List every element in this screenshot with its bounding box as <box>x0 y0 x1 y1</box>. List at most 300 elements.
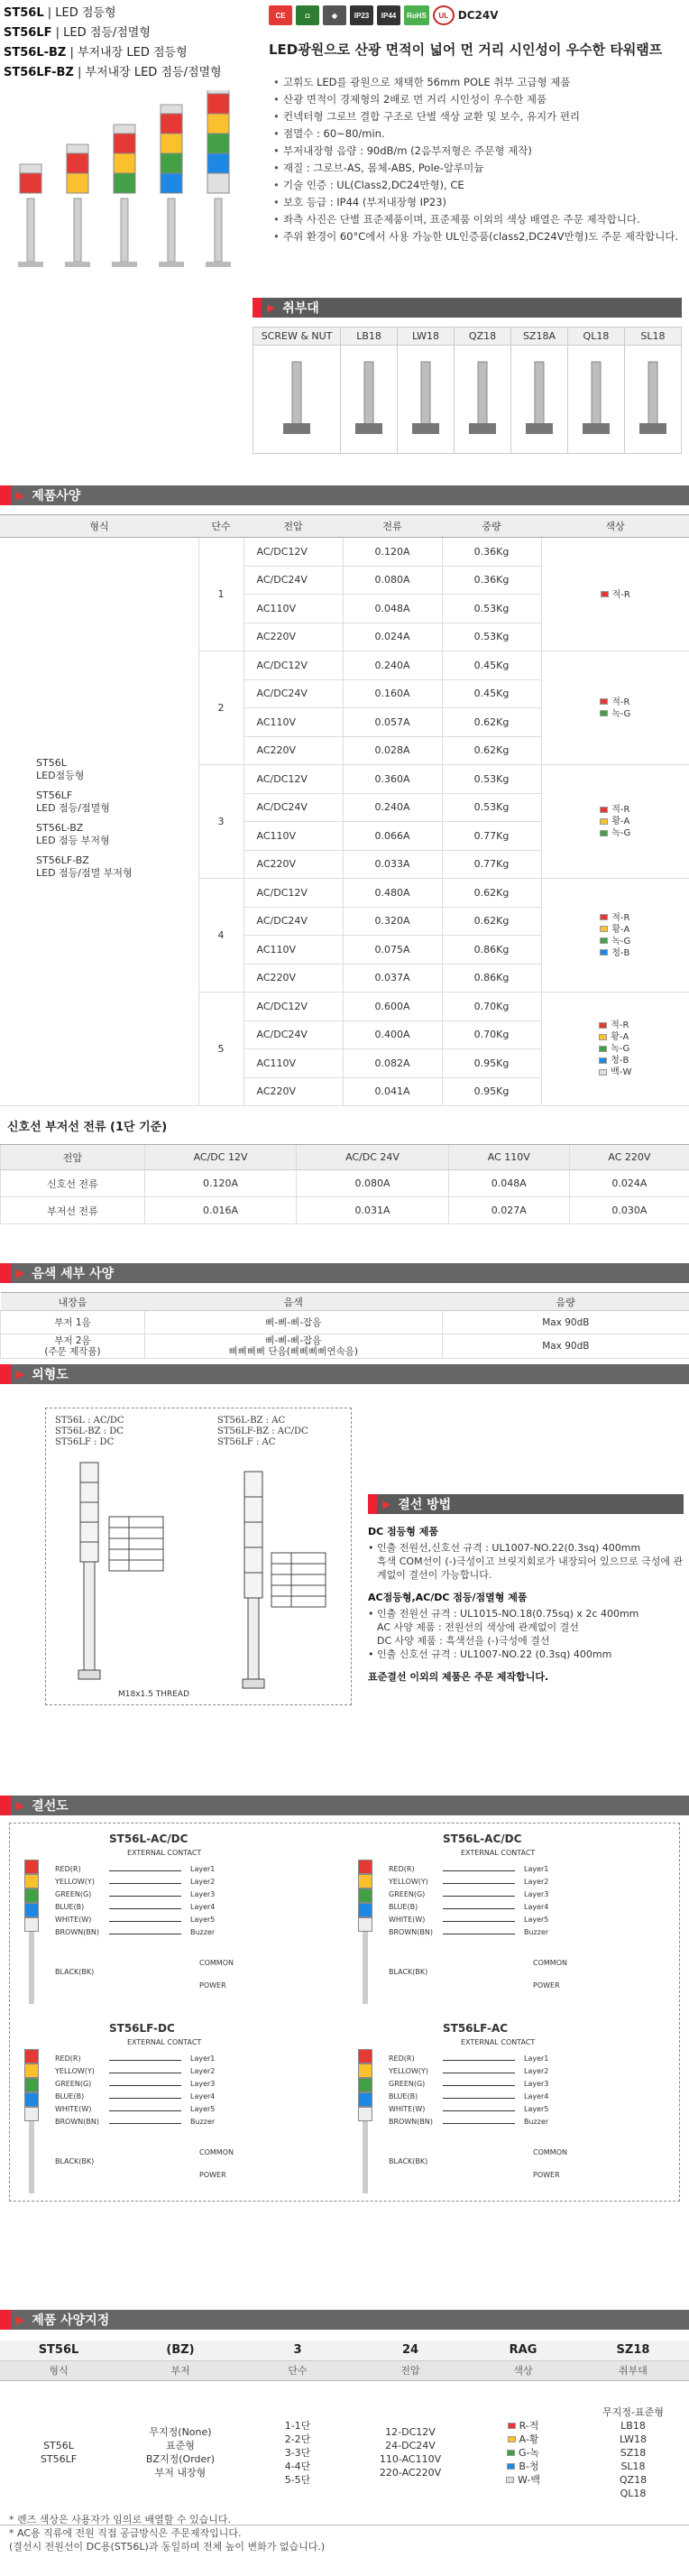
exit-icon: ◘ <box>296 5 319 25</box>
color-item: 적-R <box>601 589 630 601</box>
weight-cell: 0.36Kg <box>442 538 541 567</box>
lamp-segment <box>358 2049 372 2064</box>
wire-label: GREEN(G) <box>389 2080 426 2088</box>
color-item: 녹-G <box>599 1043 631 1055</box>
wire-label: WHITE(W) <box>389 2105 426 2113</box>
wire-label: RED(R) <box>389 2054 415 2063</box>
sound-header-cell: 음색 <box>144 1293 442 1311</box>
lamp-segment <box>358 2078 372 2092</box>
external-contact-label: EXTERNAL CONTACT <box>127 2038 202 2046</box>
note-line: (결선시 전원선이 DC용(ST56L)과 동일하며 전체 높이 변화가 없습니다.) <box>9 2541 326 2553</box>
cert-badges <box>269 5 499 25</box>
voltage-cell: AC/DC12V <box>243 765 343 794</box>
wiring-header <box>368 1494 684 1514</box>
tower-lamp <box>18 164 43 267</box>
feature-item: • 주위 환경이 60°C에서 사용 가능한 UL인증품(class2,DC24V만형)도 주문 제작합니다. <box>283 228 684 245</box>
power-label: POWER <box>533 1981 560 1990</box>
model-row: ST56L | LED 점등형 <box>4 6 116 20</box>
lamp-segment <box>358 1874 372 1888</box>
current-cell: 0.033A <box>343 850 442 879</box>
weight-cell: 0.53Kg <box>442 595 541 623</box>
wiring-text <box>368 1525 684 1684</box>
current-cell: 0.066A <box>343 822 442 851</box>
sound-row <box>1 1311 689 1334</box>
diagram-panel <box>19 1833 335 2008</box>
current-value: 0.048A <box>448 1170 569 1197</box>
model-desc: LED 점등형 <box>55 6 116 20</box>
spec-model-desc: LED점등형 <box>36 769 85 781</box>
dim-model-label: ST56LF-BZ : AC/DC <box>217 1426 308 1436</box>
arrow-icon: ▶ <box>16 489 25 502</box>
dim-model-label: ST56LF : AC <box>217 1437 276 1447</box>
black-wire-label: BLACK(BK) <box>389 1968 428 1976</box>
voltage-cell: AC110V <box>243 708 343 737</box>
sound-row <box>1 1334 689 1359</box>
accessory-label: LB18 <box>341 328 398 346</box>
order-code: RAG <box>469 2341 577 2360</box>
order-tier-options: 1-1단 2-2단 3-3단 4-4단 5-5단 <box>243 2380 352 2525</box>
current-cell: 0.057A <box>343 708 442 737</box>
ac-line-2: AC 사양 제품 : 전원선의 색상에 관계없이 결선 <box>377 1621 579 1633</box>
ac-line-4: • 인출 신호선 규격 : UL1007-NO.22 (0.3sq) 400mm <box>368 1648 612 1660</box>
accessory-label: QZ18 <box>455 328 511 346</box>
color-swatch <box>599 1034 607 1040</box>
spec-header: 중량 <box>442 515 541 538</box>
dimension-svg <box>46 1445 351 1704</box>
sound-table <box>0 1292 689 1359</box>
ordering-title: 제품 사양지정 <box>32 2313 110 2328</box>
color-swatch <box>600 830 608 836</box>
current-cell: 0.082A <box>343 1049 442 1078</box>
wire-label: YELLOW(Y) <box>55 2067 95 2075</box>
weight-cell: 0.95Kg <box>442 1077 541 1106</box>
spec-row <box>0 538 689 567</box>
feature-item: • 점멸수 : 60~80/min. <box>283 125 684 143</box>
order-label: 형식 <box>0 2360 117 2380</box>
tier-cell: 3 <box>198 765 243 879</box>
accessory-label: SL18 <box>624 328 681 346</box>
lamp-segment <box>358 2064 372 2078</box>
layer-label: Layer4 <box>190 2092 216 2101</box>
sound-title: 음색 세부 사양 <box>32 1267 115 1281</box>
common-label: COMMON <box>533 1959 567 1967</box>
wire-label: WHITE(W) <box>55 2105 92 2113</box>
wire-label: YELLOW(Y) <box>55 1878 95 1886</box>
wire-label: BLUE(B) <box>389 1903 418 1911</box>
power-label: POWER <box>199 2171 226 2179</box>
ip23-badge: IP23 <box>350 5 373 25</box>
weight-cell: 0.70Kg <box>442 993 541 1021</box>
layer-label: Buzzer <box>524 2118 549 2126</box>
arrow-icon: ▶ <box>382 1498 391 1510</box>
sound-value: 삐-삐-삐-잡음 <box>144 1311 442 1334</box>
model-code: ST56LF-BZ <box>4 66 74 79</box>
color-swatch <box>506 2477 514 2483</box>
wire-label: BROWN(BN) <box>389 1928 433 1936</box>
current-cell: 0.041A <box>343 1077 442 1106</box>
lamp-segment <box>358 1860 372 1874</box>
left-model-labels <box>55 1416 124 1448</box>
voltage-cell: AC110V <box>243 595 343 623</box>
tier-cell: 1 <box>198 538 243 651</box>
color-item: 적-R <box>600 697 630 708</box>
color-item: 녹-G <box>600 936 630 947</box>
external-contact-label: EXTERNAL CONTACT <box>127 1849 202 1857</box>
ip44-badge: IP44 <box>377 5 400 25</box>
accessory-label: SZ18A <box>511 328 568 346</box>
feature-list <box>269 74 684 245</box>
sound-value: Max 90dB <box>442 1311 689 1334</box>
current-row <box>1 1197 689 1224</box>
black-wire-label: BLACK(BK) <box>55 2157 95 2165</box>
sound-header <box>0 1263 689 1283</box>
spec-header: 전류 <box>343 515 442 538</box>
black-wire-label: BLACK(BK) <box>389 2157 428 2165</box>
current-cell: 0.480A <box>343 879 442 908</box>
accessory-label: QL18 <box>567 328 624 346</box>
layer-label: Layer4 <box>524 2092 549 2101</box>
dimensions-title: 외형도 <box>32 1368 69 1382</box>
order-color-options: R-적 A-황 G-녹 B-청 W-백 <box>469 2380 577 2525</box>
arrow-icon: ▶ <box>16 1799 25 1812</box>
model-row: ST56LF-BZ | 부저내장 LED 점등/점멸형 <box>4 66 222 79</box>
spec-header: 형식 <box>0 515 198 538</box>
current-header: AC 220V <box>569 1145 689 1170</box>
feature-item: • 산광 면적이 경제형의 2배로 먼 거리 시인성이 우수한 제품 <box>283 91 684 108</box>
wire-label: RED(R) <box>55 2054 81 2063</box>
weight-cell: 0.62Kg <box>442 736 541 765</box>
color-swatch <box>600 937 608 944</box>
voltage-cell: AC110V <box>243 1049 343 1078</box>
dimension-drawing <box>45 1408 352 1705</box>
panel-title: ST56L-AC/DC <box>109 1833 188 1845</box>
layer-label: Layer2 <box>190 2067 216 2075</box>
panel-title: ST56L-AC/DC <box>443 1833 522 1845</box>
current-cell: 0.360A <box>343 765 442 794</box>
tier-cell: 4 <box>198 879 243 993</box>
current-header: AC/DC 24V <box>297 1145 448 1170</box>
weight-cell: 0.62Kg <box>442 708 541 737</box>
layer-label: Buzzer <box>190 1928 216 1936</box>
tower-lamp <box>159 105 184 267</box>
lamp-segment <box>24 2049 39 2064</box>
voltage-cell: AC/DC12V <box>243 993 343 1021</box>
voltage-cell: AC/DC24V <box>243 566 343 595</box>
color-swatch <box>600 807 608 813</box>
feature-item: • 부저내장형 음량 : 90dB/m (2음부저형은 주문형 제작) <box>283 143 684 160</box>
wire-label: BLUE(B) <box>389 2092 418 2101</box>
spec-model-desc: LED 점등/점멸 부저형 <box>36 866 133 879</box>
arrow-icon: ▶ <box>16 2313 25 2326</box>
layer-label: Buzzer <box>190 2118 216 2126</box>
weight-cell: 0.86Kg <box>442 936 541 965</box>
sound-value: 삐-삐-삐-잡음 삐삐삐삐 단음(삐삐삐삐연속음) <box>144 1334 442 1359</box>
model-row: ST56LF | LED 점등/점멸형 <box>4 26 151 40</box>
signal-current-title: 신호선 부저선 전류 (1단 기준) <box>7 1121 168 1134</box>
color-swatch <box>600 698 608 705</box>
spec-model-code: ST56L-BZ <box>36 821 84 834</box>
product-spec-title: 제품사양 <box>32 489 81 503</box>
note-line: * 렌즈 색상은 사용자가 임의로 배열할 수 있습니다. <box>9 2514 231 2525</box>
current-value: 0.080A <box>297 1170 448 1197</box>
layer-label: Layer5 <box>190 1916 216 1924</box>
layer-label: Layer1 <box>190 2054 216 2063</box>
layer-label: Layer4 <box>524 1903 549 1911</box>
current-value: 0.120A <box>144 1170 296 1197</box>
wire-label: BROWN(BN) <box>55 1928 99 1936</box>
thread-label: M18x1.5 THREAD <box>118 1690 190 1699</box>
color-cell <box>541 879 689 993</box>
weight-cell: 0.53Kg <box>442 793 541 822</box>
weight-cell: 0.45Kg <box>442 651 541 680</box>
current-cell: 0.024A <box>343 623 442 651</box>
lamp-segment <box>24 2064 39 2078</box>
arrow-icon: ▶ <box>16 1368 25 1380</box>
voltage-cell: AC110V <box>243 936 343 965</box>
layer-label: Layer2 <box>524 2067 549 2075</box>
spec-model-desc: LED 점등 부저형 <box>36 834 110 846</box>
color-item: 청-B <box>599 1055 631 1066</box>
model-list <box>4 4 222 83</box>
voltage-cell: AC220V <box>243 850 343 879</box>
signal-current-table <box>0 1144 689 1224</box>
lamp-segment <box>24 1917 39 1932</box>
voltage-cell: AC220V <box>243 736 343 765</box>
current-header: AC 110V <box>448 1145 569 1170</box>
accessory-label: SCREW & NUT <box>253 328 341 346</box>
wire-label: WHITE(W) <box>55 1916 92 1924</box>
external-contact-label: EXTERNAL CONTACT <box>461 1849 536 1857</box>
current-value: 0.016A <box>144 1197 296 1224</box>
dc-line-2: 흑색 COM선이 (-)극성이고 브릿지회로가 내장되어 있으므로 극성에 관계없이 결선이 가능합니다. <box>377 1556 684 1581</box>
voltage-cell: AC/DC24V <box>243 1020 343 1049</box>
external-contact-label: EXTERNAL CONTACT <box>461 2038 536 2046</box>
color-swatch <box>507 2463 515 2470</box>
color-cell <box>541 651 689 765</box>
color-swatch <box>600 818 608 825</box>
diagram-panel <box>353 2022 668 2198</box>
accessory-image <box>341 346 398 454</box>
current-value: 0.024A <box>569 1170 689 1197</box>
color-item: 적-R <box>599 1020 631 1031</box>
power-label: POWER <box>199 1981 226 1990</box>
accessories-title: 취부대 <box>282 301 319 316</box>
color-swatch <box>508 2423 516 2429</box>
wire-label: RED(R) <box>55 1865 81 1873</box>
lamp-segment <box>358 1888 372 1903</box>
feature-item: • 보호 등급 : IP44 (부저내장형 IP23) <box>283 194 684 211</box>
order-label: 단수 <box>243 2360 352 2380</box>
tier-cell: 2 <box>198 651 243 765</box>
voltage-cell: AC/DC12V <box>243 879 343 908</box>
accessory-image <box>567 346 624 454</box>
product-photo <box>7 90 251 271</box>
color-swatch <box>599 1022 607 1029</box>
weight-cell: 0.77Kg <box>442 822 541 851</box>
current-cell: 0.120A <box>343 538 442 567</box>
order-label: 부저 <box>117 2360 243 2380</box>
color-swatch <box>599 1046 607 1052</box>
accessory-image <box>511 346 568 454</box>
rohs-badge: RoHS <box>404 5 429 25</box>
black-wire-label: BLACK(BK) <box>55 1968 95 1976</box>
color-swatch <box>600 914 608 920</box>
accessory-image <box>398 346 455 454</box>
wire-label: BLUE(B) <box>55 2092 85 2101</box>
current-cell: 0.080A <box>343 566 442 595</box>
accessory-image <box>624 346 681 454</box>
spec-model-code: ST56L <box>36 756 67 769</box>
layer-label: Layer4 <box>190 1903 216 1911</box>
sound-header-cell: 내장음 <box>1 1293 145 1311</box>
voltage-cell: AC/DC24V <box>243 793 343 822</box>
accessory-image <box>253 346 341 454</box>
voltage-cell: AC/DC12V <box>243 538 343 567</box>
weight-cell: 0.86Kg <box>442 964 541 993</box>
current-cell: 0.240A <box>343 793 442 822</box>
wiring-diagram <box>9 1823 680 2202</box>
current-value: 부저선 전류 <box>1 1197 145 1224</box>
order-code: ST56L <box>0 2341 117 2360</box>
color-item: 황-A <box>600 924 630 936</box>
lamp-segment <box>358 2107 372 2121</box>
panel-title: ST56LF-DC <box>109 2022 175 2035</box>
model-code: ST56L <box>4 6 44 20</box>
color-swatch <box>507 2450 515 2456</box>
wire-label: BROWN(BN) <box>389 2118 433 2126</box>
color-item: 녹-G <box>600 708 630 720</box>
order-label: 전압 <box>352 2360 469 2380</box>
sound-header-cell: 음량 <box>442 1293 689 1311</box>
accessory-image <box>455 346 511 454</box>
diagram-panel <box>19 2022 335 2198</box>
accessories-table <box>253 327 682 454</box>
voltage-cell: AC110V <box>243 822 343 851</box>
color-swatch <box>599 1069 607 1076</box>
product-spec-table <box>0 514 689 1106</box>
wire-label: WHITE(W) <box>389 1916 426 1924</box>
current-value: 0.031A <box>297 1197 448 1224</box>
color-swatch <box>600 710 608 716</box>
layer-label: Layer3 <box>524 2080 549 2088</box>
feature-item: • 컨넥터형 그로브 결합 구조로 단별 색상 교환 및 보수, 유지가 편리 <box>283 108 684 125</box>
voltage-label: DC24V <box>457 9 499 22</box>
ac-line-1: • 인출 전원선 규격 : UL1015-NO.18(0.75sq) x 2c 400mm <box>368 1608 639 1620</box>
spec-model-desc: LED 점등/점멸형 <box>36 801 110 814</box>
diagram-title: 결선도 <box>32 1799 69 1814</box>
power-label: POWER <box>533 2171 560 2179</box>
tier-cell: 5 <box>198 993 243 1106</box>
color-cell <box>541 765 689 879</box>
order-label: 색상 <box>469 2360 577 2380</box>
lamp-segment <box>24 2107 39 2121</box>
order-code: 24 <box>352 2341 469 2360</box>
current-value: 0.027A <box>448 1197 569 1224</box>
layer-label: Layer1 <box>524 1865 549 1873</box>
spec-header: 색상 <box>541 515 689 538</box>
color-item: 황-A <box>599 1031 631 1043</box>
order-code: 3 <box>243 2341 352 2360</box>
tower-lamp <box>206 90 231 267</box>
color-item: 청-B <box>600 947 630 959</box>
weight-cell: 0.36Kg <box>442 566 541 595</box>
order-buzzer-options: 무지정(None) 표준형 BZ지정(Order) 부저 내장형 <box>117 2380 243 2525</box>
spec-header: 단수 <box>198 515 243 538</box>
voltage-cell: AC/DC24V <box>243 907 343 936</box>
dim-model-label: ST56LF : DC <box>55 1437 115 1447</box>
model-code: ST56L-BZ <box>4 46 67 60</box>
order-code: (BZ) <box>117 2341 243 2360</box>
color-item: 황-A <box>600 816 630 827</box>
current-header: AC/DC 12V <box>144 1145 296 1170</box>
wire-label: GREEN(G) <box>55 2080 92 2088</box>
layer-label: Layer2 <box>190 1878 216 1886</box>
weight-cell: 0.45Kg <box>442 679 541 708</box>
voltage-cell: AC220V <box>243 1077 343 1106</box>
wire-label: GREEN(G) <box>55 1890 92 1898</box>
weight-cell: 0.70Kg <box>442 1020 541 1049</box>
lamp-segment <box>24 1874 39 1888</box>
wire-label: BLUE(B) <box>55 1903 85 1911</box>
feature-item: • 재질 : 그로브-AS, 몸체-ABS, Pole-알루미늄 <box>283 160 684 177</box>
ac-title: AC점등형,AC/DC 점등/점멸형 제품 <box>368 1592 528 1603</box>
layer-label: Layer5 <box>524 1916 549 1924</box>
wiring-note: 표준결선 이외의 제품은 주문 제작합니다. <box>368 1671 549 1683</box>
lamp-segment <box>358 1917 372 1932</box>
ac-line-3: DC 사양 제품 : 흑색선을 (-)극성에 결선 <box>377 1635 550 1647</box>
layer-label: Layer5 <box>524 2105 549 2113</box>
model-desc: 부저내장 LED 점등/점멸형 <box>85 66 222 79</box>
order-label: 취부대 <box>577 2360 689 2380</box>
current-cell: 0.075A <box>343 936 442 965</box>
accessories-header <box>253 298 682 318</box>
layer-label: Layer3 <box>190 1890 216 1898</box>
layer-label: Layer1 <box>524 2054 549 2063</box>
color-item: 백-W <box>599 1066 631 1078</box>
current-cell: 0.600A <box>343 993 442 1021</box>
layer-label: Layer1 <box>190 1865 216 1873</box>
model-desc: 부저내장 LED 점등형 <box>78 46 188 60</box>
current-cell: 0.048A <box>343 595 442 623</box>
weight-cell: 0.53Kg <box>442 623 541 651</box>
current-value: 0.030A <box>569 1197 689 1224</box>
wireless-icon: ◈ <box>323 5 346 25</box>
arrow-icon: ▶ <box>267 301 276 314</box>
wire-label: RED(R) <box>389 1865 415 1873</box>
dimensions-header <box>0 1364 689 1384</box>
tower-lamp <box>112 125 137 267</box>
layer-label: Layer5 <box>190 2105 216 2113</box>
color-item: 적-R <box>600 804 630 816</box>
common-label: COMMON <box>199 1959 234 1967</box>
sound-value: 부저 1음 <box>1 1311 145 1334</box>
order-voltage-options: 12-DC12V 24-DC24V 110-AC110V 220-AC220V <box>352 2380 469 2525</box>
ordering-table <box>0 2341 689 2525</box>
feature-item: • 좌측 사진은 단별 표준제품이며, 표준제품 이외의 색상 배열은 주문 제작합니다. <box>283 211 684 228</box>
arrow-icon: ▶ <box>16 1267 25 1279</box>
lamp-segment <box>24 2078 39 2092</box>
weight-cell: 0.53Kg <box>442 765 541 794</box>
current-cell: 0.037A <box>343 964 442 993</box>
sound-value: 부저 2음 (주문 제작품) <box>1 1334 145 1359</box>
common-label: COMMON <box>533 2148 567 2156</box>
wire-label: GREEN(G) <box>389 1890 426 1898</box>
dc-line-1: • 인출 전원선,신호선 규격 : UL1007-NO.22(0.3sq) 400mm <box>368 1542 641 1554</box>
weight-cell: 0.95Kg <box>442 1049 541 1078</box>
color-swatch <box>600 926 608 932</box>
current-row <box>1 1170 689 1197</box>
voltage-cell: AC/DC12V <box>243 651 343 680</box>
